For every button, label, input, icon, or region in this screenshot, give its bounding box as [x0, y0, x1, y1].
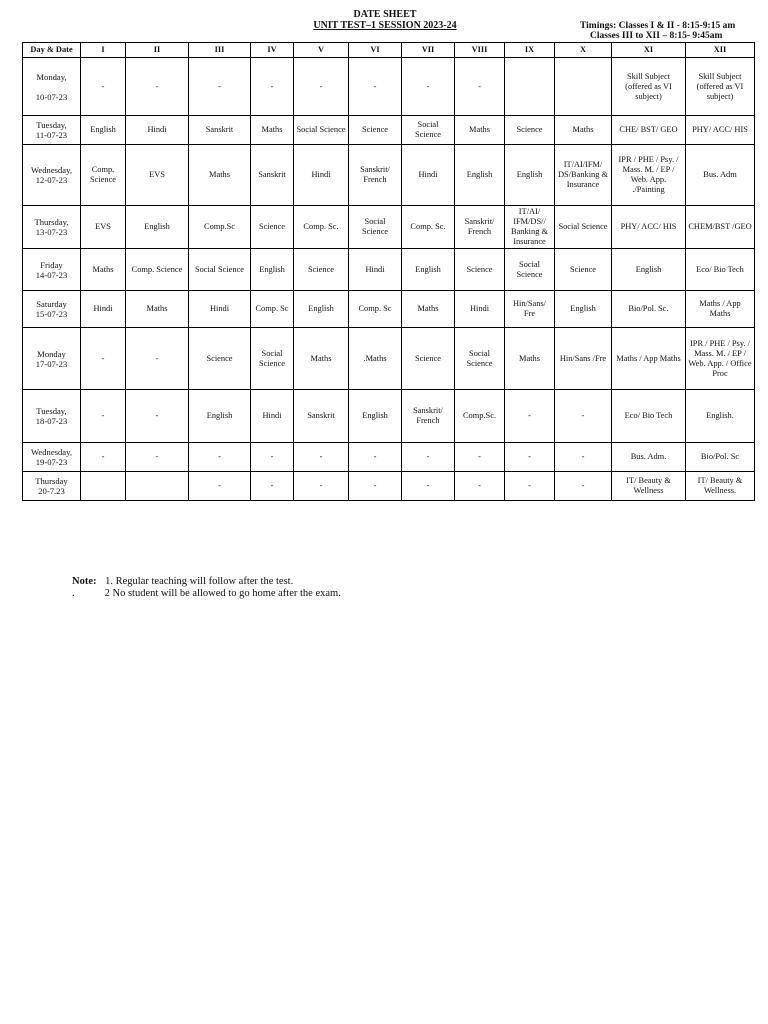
subject-cell: Hin/Sans /Fre: [555, 328, 612, 390]
column-header: VI: [349, 43, 402, 58]
subject-cell: English: [251, 249, 294, 291]
subject-cell: -: [126, 443, 189, 472]
subject-cell: English: [505, 145, 555, 206]
subject-cell: -: [349, 443, 402, 472]
subject-cell: English: [612, 249, 686, 291]
title: DATE SHEET: [353, 9, 417, 20]
subject-cell: -: [402, 472, 455, 501]
subject-cell: Sanskrit: [189, 116, 251, 145]
subject-cell: -: [126, 328, 189, 390]
header-row: [23, 43, 755, 58]
column-header: IX: [505, 43, 555, 58]
subject-cell: Hindi: [81, 291, 126, 328]
subject-cell: .Maths: [349, 328, 402, 390]
subject-cell: -: [402, 443, 455, 472]
subject-cell: Comp. Science: [126, 249, 189, 291]
table-row: [23, 116, 755, 145]
subject-cell: Sanskrit: [294, 390, 349, 443]
subject-cell: -: [455, 443, 505, 472]
subject-cell: -: [189, 58, 251, 116]
column-header: XII: [686, 43, 755, 58]
subject-cell: Bio/Pol. Sc.: [612, 291, 686, 328]
subject-cell: -: [455, 472, 505, 501]
subject-cell: Social Science: [555, 206, 612, 249]
column-header: X: [555, 43, 612, 58]
column-header: VIII: [455, 43, 505, 58]
subject-cell: Sanskrit/ French: [349, 145, 402, 206]
day-date-cell: Monday 17-07-23: [23, 328, 81, 390]
subject-cell: Science: [349, 116, 402, 145]
subject-cell: Skill Subject (offered as VI subject): [612, 58, 686, 116]
table-row: [23, 390, 755, 443]
subject-cell: Comp. Sc.: [294, 206, 349, 249]
subject-cell: -: [505, 390, 555, 443]
subject-cell: Comp. Science: [81, 145, 126, 206]
subject-cell: -: [81, 443, 126, 472]
subject-cell: -: [505, 472, 555, 501]
column-header: IV: [251, 43, 294, 58]
table-row: [23, 443, 755, 472]
date-sheet-table: [22, 42, 755, 501]
subject-cell: English: [126, 206, 189, 249]
subject-cell: EVS: [81, 206, 126, 249]
subject-cell: -: [402, 58, 455, 116]
subject-cell: Science: [505, 116, 555, 145]
day-date-cell: Monday, 10-07-23: [23, 58, 81, 116]
subject-cell: Bio/Pol. Sc: [686, 443, 755, 472]
subject-cell: Skill Subject (offered as VI subject): [686, 58, 755, 116]
subtitle: UNIT TEST–1 SESSION 2023-24: [313, 20, 457, 31]
subject-cell: Maths: [294, 328, 349, 390]
subject-cell: -: [251, 443, 294, 472]
subject-cell: IT/AI/IFM/ DS/Banking & Insurance: [555, 145, 612, 206]
subject-cell: [505, 58, 555, 116]
subject-cell: Comp. Sc: [349, 291, 402, 328]
column-header: V: [294, 43, 349, 58]
table-row: [23, 206, 755, 249]
subject-cell: Hindi: [349, 249, 402, 291]
subject-cell: -: [555, 443, 612, 472]
subject-cell: -: [126, 58, 189, 116]
subject-cell: Social Science: [349, 206, 402, 249]
subject-cell: [81, 472, 126, 501]
subject-cell: English: [402, 249, 455, 291]
subject-cell: -: [294, 443, 349, 472]
subject-cell: Maths: [402, 291, 455, 328]
subject-cell: Bus. Adm: [686, 145, 755, 206]
subject-cell: Comp. Sc: [251, 291, 294, 328]
subject-cell: Hindi: [455, 291, 505, 328]
subject-cell: IT/AI/ IFM/DS// Banking & Insurance: [505, 206, 555, 249]
subject-cell: -: [349, 472, 402, 501]
subject-cell: Maths: [189, 145, 251, 206]
subject-cell: Maths: [251, 116, 294, 145]
column-header: Day & Date: [23, 43, 81, 58]
subject-cell: Comp.Sc: [189, 206, 251, 249]
subject-cell: Science: [189, 328, 251, 390]
subject-cell: CHEM/BST /GEO: [686, 206, 755, 249]
subject-cell: IPR / PHE / Psy. / Mass. M. / EP / Web. App. ./Painting: [612, 145, 686, 206]
subject-cell: PHY/ ACC/ HIS: [686, 116, 755, 145]
subject-cell: Hin/Sans/ Fre: [505, 291, 555, 328]
day-date-cell: Thursday 20-7.23: [23, 472, 81, 501]
day-date-cell: Tuesday, 11-07-23: [23, 116, 81, 145]
subject-cell: Social Science: [455, 328, 505, 390]
subject-cell: -: [189, 443, 251, 472]
column-header: XI: [612, 43, 686, 58]
subject-cell: English: [294, 291, 349, 328]
subject-cell: Bus. Adm.: [612, 443, 686, 472]
subject-cell: Sanskrit/ French: [455, 206, 505, 249]
subject-cell: Social Science: [505, 249, 555, 291]
subject-cell: Social Science: [402, 116, 455, 145]
column-header: II: [126, 43, 189, 58]
subject-cell: -: [251, 58, 294, 116]
subject-cell: -: [189, 472, 251, 501]
subject-cell: Science: [455, 249, 505, 291]
subject-cell: Hindi: [189, 291, 251, 328]
subject-cell: -: [81, 58, 126, 116]
subject-cell: Maths: [81, 249, 126, 291]
subject-cell: Science: [402, 328, 455, 390]
subject-cell: Eco/ Bio Tech: [686, 249, 755, 291]
subject-cell: Hindi: [251, 390, 294, 443]
subject-cell: -: [126, 390, 189, 443]
subject-cell: Hindi: [294, 145, 349, 206]
subject-cell: English: [189, 390, 251, 443]
day-date-cell: Friday 14-07-23: [23, 249, 81, 291]
column-header: VII: [402, 43, 455, 58]
table-row: [23, 249, 755, 291]
note-item-2: 2 No student will be allowed to go home after the exam.: [104, 588, 341, 599]
subject-cell: Maths: [126, 291, 189, 328]
subject-cell: Science: [555, 249, 612, 291]
subject-cell: Comp.Sc.: [455, 390, 505, 443]
subject-cell: CHE/ BST/ GEO: [612, 116, 686, 145]
note-item-1: 1. Regular teaching will follow after the test.: [105, 576, 294, 587]
subject-cell: -: [294, 58, 349, 116]
subject-cell: Hindi: [126, 116, 189, 145]
subject-cell: -: [555, 472, 612, 501]
column-header: I: [81, 43, 126, 58]
subject-cell: -: [505, 443, 555, 472]
subject-cell: Maths: [455, 116, 505, 145]
subject-cell: English: [349, 390, 402, 443]
subject-cell: Comp. Sc.: [402, 206, 455, 249]
subject-cell: [126, 472, 189, 501]
subject-cell: [555, 58, 612, 116]
note-dot: .: [72, 588, 75, 599]
subject-cell: -: [455, 58, 505, 116]
table-row: [23, 291, 755, 328]
subject-cell: English.: [686, 390, 755, 443]
timing-line-1: Timings: Classes I & II - 8:15-9:15 am: [580, 21, 736, 31]
subject-cell: Maths: [505, 328, 555, 390]
note-line-1: [72, 576, 293, 588]
note-line-2: [72, 588, 341, 600]
day-date-cell: Thursday, 13-07-23: [23, 206, 81, 249]
day-date-cell: Tuesday, 18-07-23: [23, 390, 81, 443]
table-row: [23, 328, 755, 390]
subject-cell: English: [455, 145, 505, 206]
subject-cell: Maths / App Maths: [686, 291, 755, 328]
subject-cell: Hindi: [402, 145, 455, 206]
subject-cell: IT/ Beauty & Wellness.: [686, 472, 755, 501]
day-date-cell: Wednesday, 19-07-23: [23, 443, 81, 472]
subject-cell: Sanskrit: [251, 145, 294, 206]
subject-cell: English: [555, 291, 612, 328]
subject-cell: -: [555, 390, 612, 443]
subject-cell: English: [81, 116, 126, 145]
table-row: [23, 145, 755, 206]
subject-cell: IPR / PHE / Psy. / Mass. M. / EP / Web. App. / Office Proc: [686, 328, 755, 390]
table-row: [23, 58, 755, 116]
subject-cell: Eco/ Bio Tech: [612, 390, 686, 443]
subject-cell: -: [81, 390, 126, 443]
day-date-cell: Saturday 15-07-23: [23, 291, 81, 328]
day-date-cell: Wednesday, 12-07-23: [23, 145, 81, 206]
timing-line-2: Classes III to XII – 8:15- 9:45am: [590, 31, 723, 41]
column-header: III: [189, 43, 251, 58]
table-row: [23, 472, 755, 501]
subject-cell: PHY/ ACC/ HIS: [612, 206, 686, 249]
subject-cell: Science: [294, 249, 349, 291]
subject-cell: -: [294, 472, 349, 501]
subject-cell: Sanskrit/ French: [402, 390, 455, 443]
subject-cell: Maths / App Maths: [612, 328, 686, 390]
subject-cell: Social Science: [251, 328, 294, 390]
subject-cell: Maths: [555, 116, 612, 145]
subject-cell: -: [81, 328, 126, 390]
subject-cell: EVS: [126, 145, 189, 206]
note-label: Note:: [72, 576, 97, 587]
subject-cell: -: [349, 58, 402, 116]
subject-cell: IT/ Beauty & Wellness: [612, 472, 686, 501]
subject-cell: Science: [251, 206, 294, 249]
subject-cell: Social Science: [189, 249, 251, 291]
subject-cell: -: [251, 472, 294, 501]
subject-cell: Social Science: [294, 116, 349, 145]
